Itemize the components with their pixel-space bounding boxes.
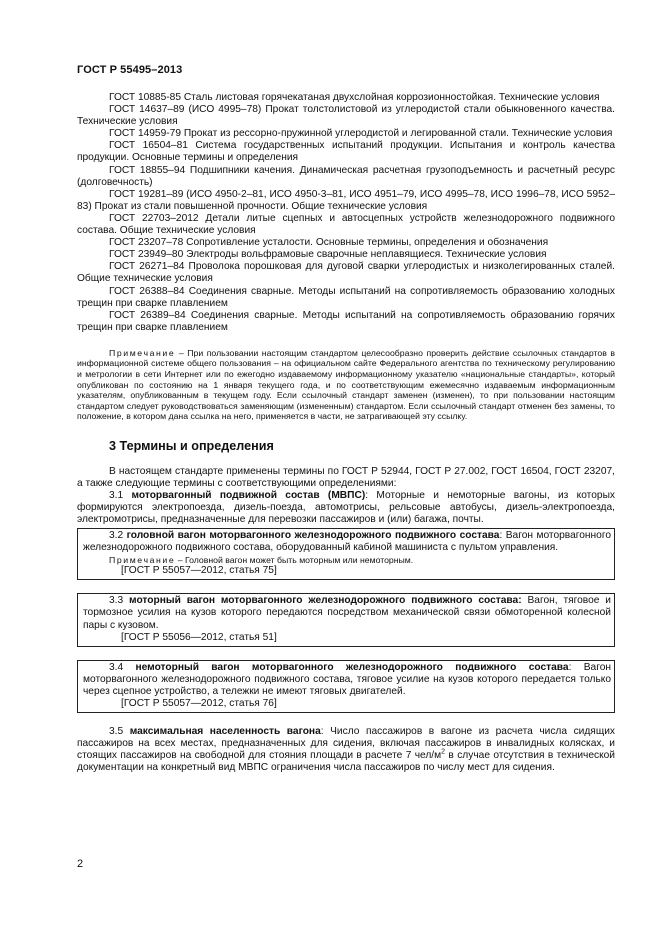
term-number: 3.2 (109, 529, 127, 541)
page-number: 2 (77, 858, 84, 870)
term-name: моторвагонный подвижной состав (МВПС) (131, 490, 366, 502)
note-text: – Головной вагон может быть моторным или немоторным. (175, 554, 414, 565)
reference-item: ГОСТ 23949–80 Электроды вольфрамовые сварочные неплавящиеся. Технические условия (109, 249, 547, 261)
page-header: ГОСТ Р 55495–2013 (77, 64, 183, 76)
term-definition: : Вагон моторвагонного железнодорожного подвижного состава, оборудованный кабиной машиниста с пультом управления. (83, 529, 611, 553)
reference-item: ГОСТ 14959-79 Прокат из рессорно-пружинной углеродистой и легированной стали. Технические условия (109, 128, 613, 140)
reference-item: ГОСТ 14637–89 (ИСО 4995–78) Прокат толстолистовой из углеродистой стали обыкновенного качества. Технические условия (77, 104, 615, 128)
term-name: максимальная населенность вагона (129, 726, 321, 738)
term-3-3 (83, 595, 611, 631)
term-3-1 (77, 490, 615, 526)
term-3-2 (83, 530, 611, 554)
term-name: моторный вагон моторвагонного железнодорожного подвижного состава: (129, 595, 522, 607)
term-3-4 (83, 662, 611, 698)
note-label: Примечание (109, 554, 176, 565)
reference-item: ГОСТ 26388–84 Соединения сварные. Методы испытаний на сопротивляемость образованию холодных трещин при сварке плавлением (77, 285, 615, 309)
term-name: немоторный вагон моторвагонного железнодорожного подвижного состава (135, 661, 569, 673)
section-intro: В настоящем стандарте применены термины по ГОСТ Р 52944, ГОСТ Р 27.002, ГОСТ 16504, ГОСТ 23207, а также следующие термины с соответствующими определениями: (77, 466, 615, 490)
term-definition: : Вагон моторвагонного железнодорожного подвижного состава, тяговое усилие на кузов которого передается только через сцепное устройство, а тележки не имеют тяговых двигателей. (83, 661, 611, 697)
references-list (77, 92, 615, 334)
term-box-3-2 (77, 528, 615, 581)
term-name: головной вагон моторвагонного железнодорожного подвижного состава (126, 529, 500, 541)
note-text: – При пользовании настоящим стандартом целесообразно проверить действие ссылочных стандартов в информационной системе общего пользования – на официальном сайте Федерального агентства по техническому регулированию и метрологии в сети Интернет или по ежегодно издаваемому информационному указателю «национальные стандарты», который опубликован по состоянию на 1 января текущего года, и по соответствующим ежемесячно издаваемым информационным указателям, опубликованным в текущем году. Если ссылочный стандарт заменен (изменен), то при пользовании настоящим стандартом следует руководствоваться заменяющим (измененным) стандартом. Если ссылочный стандарт отменен без замены, то положение, в котором дана ссылка на него, применяется в части, не затрагивающей эту ссылку. (77, 347, 615, 422)
term-number: 3.5 (109, 726, 130, 738)
reference-item: ГОСТ 16504–81 Система государственных испытаний продукции. Испытания и контроль качества продукции. Основные термины и определения (77, 140, 615, 164)
reference-item: ГОСТ 23207–78 Сопротивление усталости. Основные термины, определения и обозначения (109, 237, 549, 249)
term-definition: : Моторные и немоторные вагоны, из которых формируются электропоезда, дизель-поезда, автомотрисы, рельсовые автобусы, дизель-электропоезда, электромотрисы, предназначенные для перевозки пассажиров и (или) багажа, почты. (77, 490, 615, 526)
reference-item: ГОСТ 19281–89 (ИСО 4950-2–81, ИСО 4950-3–81, ИСО 4951–79, ИСО 4995–78, ИСО 1996–78, ИСО 5952–83) Прокат из стали повышенной прочности. Общие технические условия (77, 188, 615, 212)
page-content (77, 92, 615, 775)
term-definition: Вагон, тяговое и тормозное усилия на кузов которого передаются посредством механической связи обмоторенной колесной пары с кузовом. (83, 595, 611, 631)
references-note (77, 348, 615, 422)
term-number: 3.4 (109, 661, 136, 673)
reference-item: ГОСТ 26271–84 Проволока порошковая для дуговой сварки углеродистых и низколегированных сталей. Общие технические условия (77, 261, 615, 285)
term-box-3-4 (77, 660, 615, 713)
reference-item: ГОСТ 26389–84 Соединения сварные. Методы испытаний на сопротивляемость образованию горячих трещин при сварке плавлением (77, 309, 615, 333)
term-number: 3.1 (109, 490, 132, 502)
term-source-ref: [ГОСТ Р 55056—2012, статья 51] (121, 631, 277, 643)
term-box-3-3 (77, 593, 615, 646)
term-definition: : Число пассажиров в вагоне из расчета числа сидящих пассажиров на всех местах, предназначенных для сидения, включая пассажиров в инвалидных колясках, и стоящих пассажиров на свободной для стояния площади в расчете 7 чел/м (77, 726, 615, 762)
reference-item: ГОСТ 10885-85 Сталь листовая горячекатаная двухслойная коррозионностойкая. Технические условия (109, 92, 600, 103)
term-3-5 (77, 726, 615, 774)
note-label: Примечание (109, 347, 176, 358)
reference-item: ГОСТ 18855–94 Подшипники качения. Динамическая расчетная грузоподъемность и расчетный ресурс (долговечность) (77, 164, 615, 188)
term-source-ref: [ГОСТ Р 55057—2012, статья 76] (121, 698, 277, 710)
reference-item: ГОСТ 22703–2012 Детали литые сцепных и автосцепных устройств железнодорожного подвижного состава. Общие технические условия (77, 212, 615, 237)
term-definition-cont: в случае отсутствия в технической документации на конкретный вид МВПС ограничения числа пассажиров по числу мест для сидения. (77, 750, 616, 774)
section-title: 3 Термины и определения (109, 439, 274, 454)
term-note (83, 555, 611, 566)
superscript: 2 (441, 748, 446, 756)
term-source-ref: [ГОСТ Р 55057—2012, статья 75] (121, 565, 277, 577)
term-number: 3.3 (109, 595, 130, 607)
